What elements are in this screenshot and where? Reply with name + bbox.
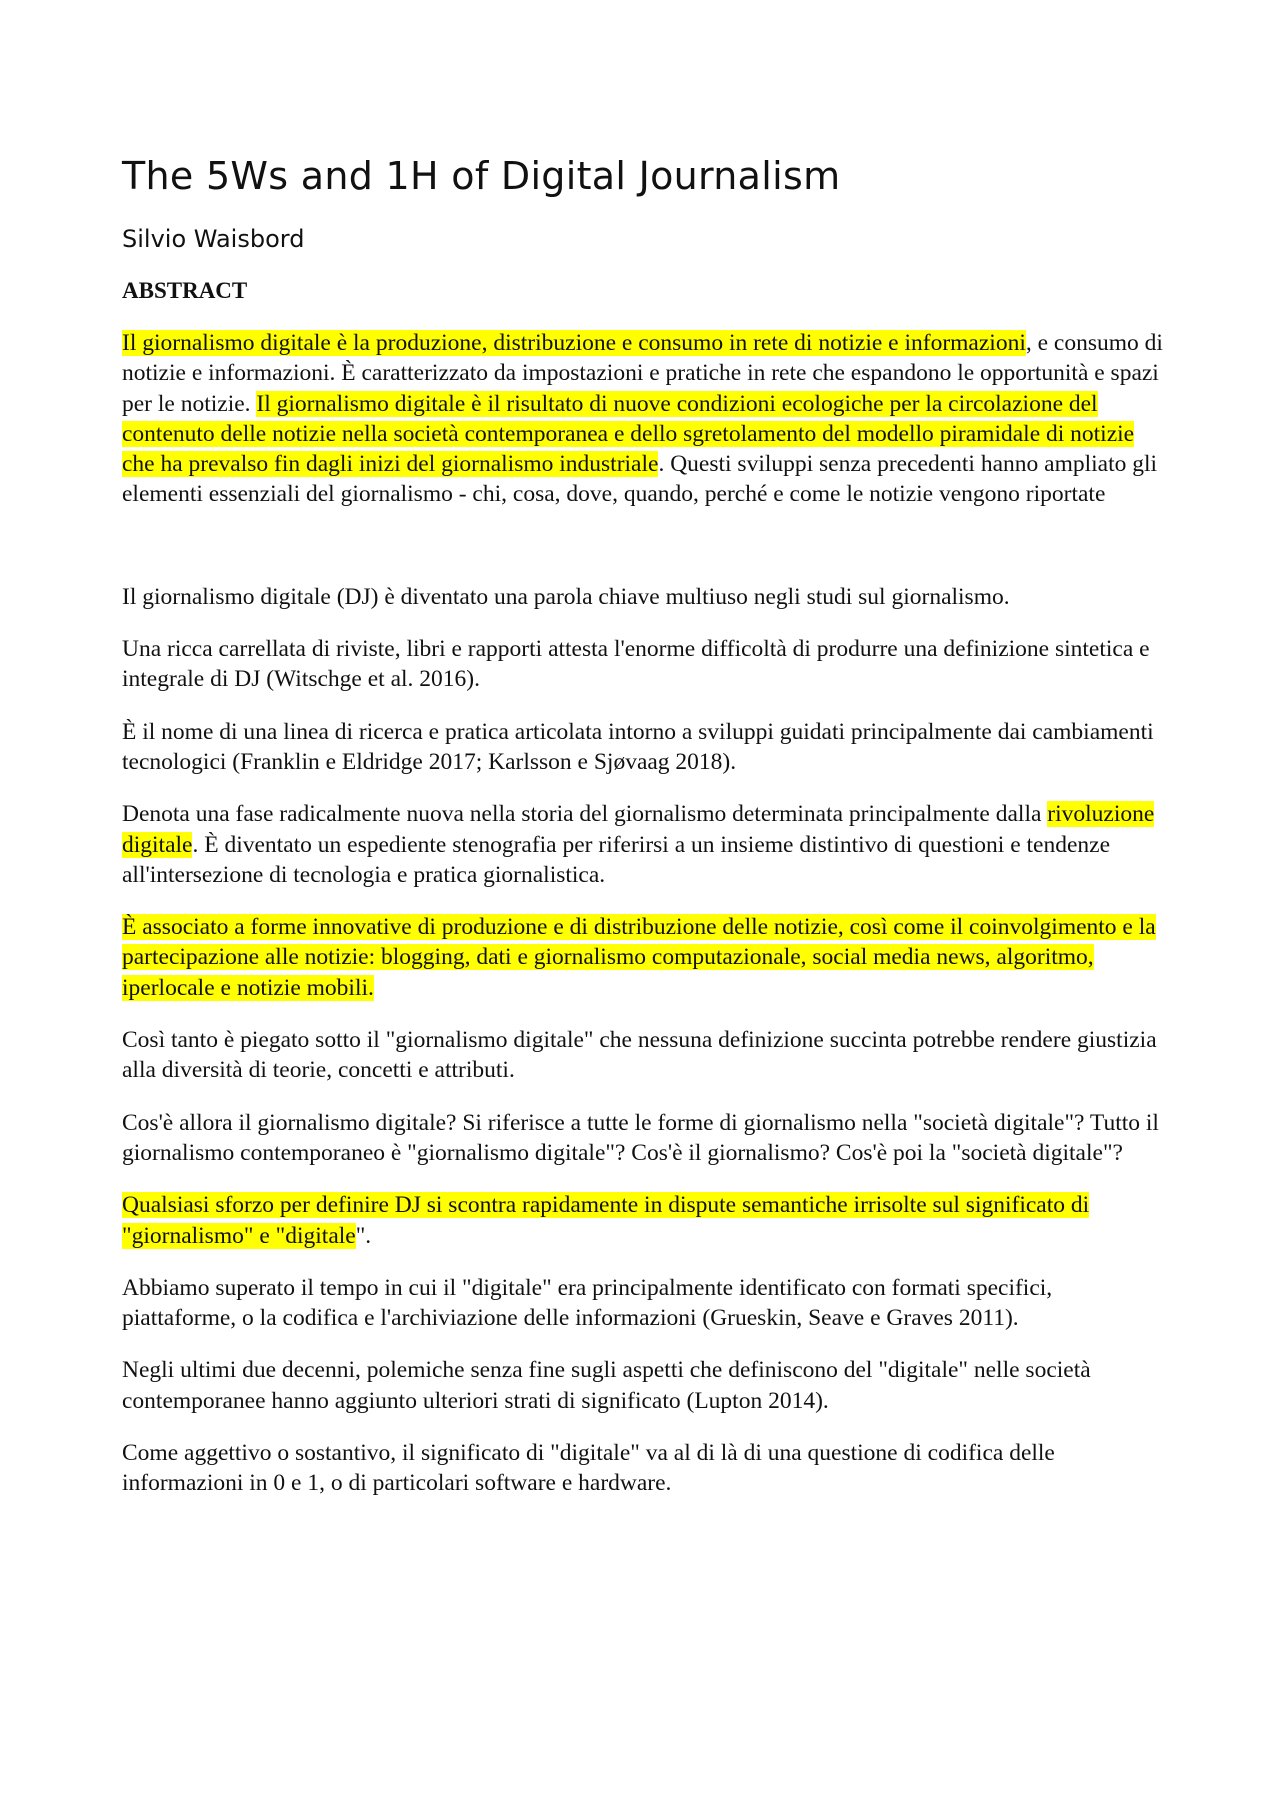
- text-run: ".: [355, 1222, 372, 1249]
- text-run: Il giornalismo digitale (DJ) è diventato una parola chiave multiuso negli studi sul giornalismo.: [122, 583, 1010, 610]
- body-paragraph: [122, 1108, 1172, 1169]
- body-paragraph: [122, 717, 1172, 778]
- abstract-heading: ABSTRACT: [122, 278, 248, 303]
- text-run: Così tanto è piegato sotto il "giornalismo digitale" che nessuna definizione succinta potrebbe rendere giustizia alla diversità di teorie, concetti e attributi.: [122, 1027, 1157, 1084]
- body-paragraph: [122, 912, 1172, 1003]
- body-paragraph: [122, 634, 1172, 695]
- body-paragraph: [122, 1355, 1172, 1416]
- body-paragraph: [122, 1190, 1172, 1251]
- text-run: , e consumo di notizie e informazioni. È caratterizzato da impostazioni e pratiche in rete che espandono le opportunità e spazi per le notizie.: [122, 330, 1163, 417]
- document-body: [122, 328, 1172, 1499]
- highlighted-text: Qualsiasi sforzo per definire DJ si scontra rapidamente in dispute semantiche irrisolte sul significato di "giornalismo" e "digitale: [122, 1192, 1090, 1249]
- body-paragraph: [122, 799, 1172, 890]
- body-paragraph: [122, 1438, 1172, 1499]
- document-page: [122, 150, 1172, 1521]
- text-run: Una ricca carrellata di riviste, libri e rapporti attesta l'enorme difficoltà di produrre una definizione sintetica e integrale di DJ (Witschge et al. 2016).: [122, 636, 1150, 693]
- text-run: Denota una fase radicalmente nuova nella storia del giornalismo determinata principalmente dalla: [122, 801, 1048, 828]
- highlighted-text: È associato a forme innovative di produzione e di distribuzione delle notizie, così come il coinvolgimento e la partecipazione alle notizie: blogging, dati e giornalismo computazionale, social media news, algoritmo, iperlocale e notizie mobili.: [122, 914, 1156, 1001]
- highlighted-text: rivoluzione digitale: [122, 801, 1155, 858]
- author-name: Silvio Waisbord: [122, 225, 305, 253]
- text-run: È il nome di una linea di ricerca e pratica articolata intorno a sviluppi guidati principalmente dai cambiamenti tecnologici (Franklin e Eldridge 2017; Karlsson e Sjøvaag 2018).: [122, 718, 1154, 775]
- text-run: Come aggettivo o sostantivo, il significato di "digitale" va al di là di una questione di codifica delle informazioni in 0 e 1, o di particolari software e hardware.: [122, 1440, 1055, 1497]
- body-paragraph: [122, 1273, 1172, 1334]
- abstract-paragraph: [122, 328, 1172, 510]
- text-run: Cos'è allora il giornalismo digitale? Si riferisce a tutte le forme di giornalismo nella "società digitale"? Tutto il giornalismo contemporaneo è "giornalismo digitale"? Cos'è il giornalismo? Cos'è poi la "società digitale"?: [122, 1109, 1159, 1166]
- text-run: Abbiamo superato il tempo in cui il "digitale" era principalmente identificato con formati specifici, piattaforme, o la codifica e l'archiviazione delle informazioni (Grueskin, Seave e Graves 2011).: [122, 1274, 1053, 1332]
- text-run: Negli ultimi due decenni, polemiche senza fine sugli aspetti che definiscono del "digitale" nelle società contemporanee hanno aggiunto ulteriori strati di significato (Lupton 2014).: [122, 1357, 1091, 1414]
- text-run: . È diventato un espediente stenografia per riferirsi a un insieme distintivo di questioni e tendenze all'intersezione di tecnologia e pratica giornalistica.: [122, 831, 1111, 888]
- body-paragraph: [122, 1025, 1172, 1086]
- text-run: . Questi sviluppi senza precedenti hanno ampliato gli elementi essenziali del giornalismo - chi, cosa, dove, quando, perché e come le notizie vengono riportate: [122, 451, 1158, 508]
- highlighted-text: Il giornalismo digitale è la produzione, distribuzione e consumo in rete di notizie e informazioni: [122, 330, 1026, 356]
- highlighted-text: Il giornalismo digitale è il risultato di nuove condizioni ecologiche per la circolazione del contenuto delle notizie nella società contemporanea e dello sgretolamento del modello piramidale di notizie che ha prevalso fin dagli inizi del giornalismo industriale: [122, 390, 1135, 478]
- body-paragraph: [122, 582, 1172, 612]
- document-title: The 5Ws and 1H of Digital Journalism: [122, 154, 841, 198]
